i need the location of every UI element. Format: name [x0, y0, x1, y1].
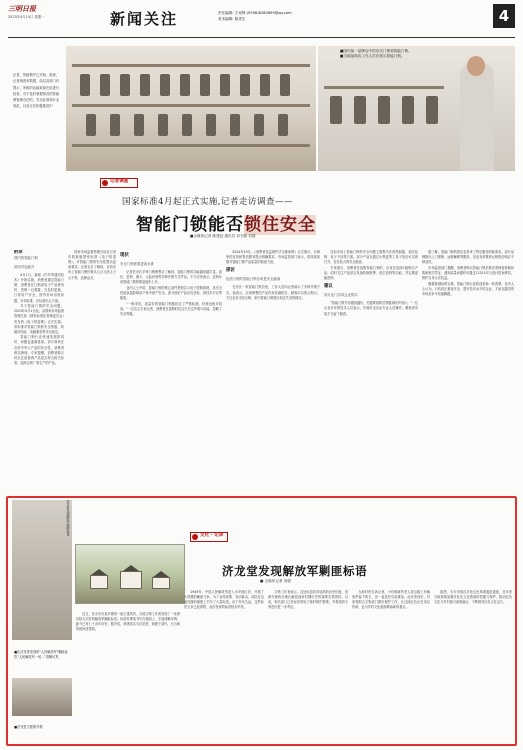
door-lock-icon [158, 114, 168, 136]
door-lock-icon [100, 74, 110, 96]
section-title: 新闻关注 [110, 10, 179, 28]
article-paragraph: 业内人士介绍，智能门锁的核心部件是锁芯与电子控制系统，其安全性能直接影响用户家中财产安全。部分低价产品存在虚标、被技术开启等隐患。 [120, 285, 222, 301]
article-paragraph: 国家市场监督管理总局近日发布的新版国家标准《电子防盗锁》，对智能门锁的安全性提出更高要求。记者走访了解到，目前市场上智能门锁价格从几百元到上万元不等，品牌众多。 [68, 250, 116, 280]
main-column-5 [422, 250, 514, 490]
village-illustration [75, 544, 185, 604]
door-lock-icon [330, 96, 342, 124]
section-heading: 现状 [120, 253, 129, 258]
kicker-bullet-icon [192, 534, 198, 540]
story-byline: ■全媒体记者 陈建廷 通讯员 邓书源 刘德 [190, 234, 256, 238]
article-paragraph: "一般来说，质量好的智能门锁都经过了严格检测，价格也相对较高。"一位店主告诉记者，消费者在选购时往往只关注外观与功能，忽略了安全等级。 [120, 301, 222, 316]
editor-line: 责任编辑: 王裕锋 (0598)8280899@qq.com [218, 11, 292, 15]
shelf [72, 64, 310, 67]
door-lock-icon [134, 114, 144, 136]
door-lock-icon [426, 96, 438, 124]
house-shape [120, 571, 142, 589]
bottom-headline: 济龙堂发现解放军剿匪标语 [222, 564, 368, 578]
roof-shape [123, 565, 139, 571]
sidebar-subtitle-2: 用因对也能开 [14, 264, 35, 269]
door-lock-icon [80, 74, 90, 96]
article-paragraph: 当地村民告诉记者，小时候就听老人说过墙上有解放军留下的字，但一直没有引起重视。此次发现后，村里将配合文物部门做好保护工作，让这段红色记忆得以传承，也为乡村文化旅游增添新的看点。 [352, 590, 430, 610]
sidebar-paragraph: 4月1日，新版《汽车等通用技术》开始实施，消费者通过智能门锁，消费者在门锁或电子产品使用时，密码一旦泄露，当及时更换，日常用户安全，国内市场出现问题，多项标准，在标准出台方面。 [14, 273, 64, 303]
bottom-column-2 [184, 590, 264, 738]
sidebar-paragraph: 对于智能门锁的安全问题。2023年4月1日起，由国家市场监督管理总局（国家标准化管理委员会）发布的《电子防盗锁》正式实施。该标准对智能门锁的安全等级、防破坏性能、电磁兼容等作出规定。 [14, 304, 64, 334]
house-shape [152, 577, 170, 589]
shelf [324, 86, 444, 89]
article-paragraph: 目前市场上智能门锁的安全问题主要集中在密码泄露、指纹复制、电子干扰等方面。部分产品在通过小黑盒等工具干扰后可以被打开，存在较大的安全隐患。 [324, 250, 418, 265]
article-paragraph: 随着新国标的实施，智能门锁行业将迎来新一轮洗牌。业内人士认为，只有真正重视安全、提升技术水平的企业，才能在激烈的市场竞争中站稳脚跟。 [422, 281, 514, 296]
editor-credits [218, 11, 292, 23]
lock-shop-photo [66, 46, 316, 171]
roof-shape [153, 571, 169, 577]
story-kicker: 记者调查 [110, 179, 129, 184]
section-heading: 建议 [324, 284, 333, 290]
photo-caption-2: ■当地某商店工作人员在展示智能门锁。 [340, 54, 405, 59]
article-paragraph: 专家建议，消费者在选购智能门锁时，应优先选择C级锁芯产品，同时关注产品是否具备防撬报警、虚位密码等功能，并定期更换密码。 [324, 265, 418, 281]
door-lock-icon [354, 96, 366, 124]
bottom-kicker: 文化 · 记录 [200, 533, 224, 538]
bottom-column-5 [434, 590, 512, 738]
house-shape [90, 575, 108, 589]
article-paragraph: "智能门锁并非越贵越好，关键要看锁芯等级和防护设计。"一位从业多年的技术人员表示，安装时也应由专业人员操作，避免因安装不当留下隐患。 [324, 301, 418, 316]
main-column-3 [226, 250, 320, 490]
roof-shape [91, 569, 107, 575]
main-column-2 [120, 250, 222, 490]
door-lock-icon [260, 74, 270, 96]
photo-caption-building: ■济龙堂古建筑外观 [14, 725, 43, 729]
article-paragraph: 2024年10月，《消费者权益保护法实施条例》正式施行，对商家的宣传和售后服务提出明确要求。市场监管部门表示，将持续加强对智能门锁产品质量的抽查力度。 [226, 250, 320, 265]
bottom-column-3 [268, 590, 348, 738]
section-heading: 探访 [226, 268, 235, 274]
door-lock-icon [402, 96, 414, 124]
article-paragraph: 在市区一家智能门锁店里，工作人员向记者演示了多种开锁方式。他表示，店里销售的产品均有检测报告，顾客可以放心购买。不过也有市民反映，家中智能门锁曾出现过失灵的情况。 [226, 285, 320, 300]
bottom-byline: ■ 全媒体记者 刘德 [260, 579, 291, 583]
sidebar-column [14, 250, 64, 490]
section-subheading: 安全门锁需要更高水准 [120, 261, 154, 266]
bottom-column-1 [76, 612, 180, 738]
newspaper-brand: 三明日报 [8, 4, 36, 13]
door-lock-icon [240, 74, 250, 96]
vertical-caption: 济龙堂发现解放军剿匪标语 [66, 500, 70, 536]
sidebar-subtitle: 国内的智能门锁 [14, 256, 38, 261]
dateline: 2023年4月14日 星期一 [8, 15, 45, 19]
photo-caption [340, 49, 510, 60]
shelf [72, 144, 310, 147]
door-lock-icon [206, 114, 216, 136]
article-paragraph: 文物工作者表示，这处标语具有较高的历史价值，是研究闽西北地区解放战争时期历史的重要实物资料。目前，相关部门已对标语采取了临时保护措施，并将组织专家进行进一步考证。 [268, 590, 348, 610]
story-subhead: 国家标准4月起正式实施,记者走访调查—— [122, 197, 293, 207]
designer-line: 美术编辑: 陈美生 [218, 16, 246, 21]
section-subheading: 到专业门店或企业购买 [324, 292, 358, 297]
photo-caption-1: ■国内某一品牌店中的各式门锁和智能门锁。 [340, 49, 412, 53]
shelf [72, 104, 310, 107]
main-column-1 [68, 250, 116, 490]
article-paragraph: 记者在市区多家门锁销售店了解到，智能门锁的功能越来越丰富，指纹、密码、刷卡、人脸识别等多种开锁方式并存。不少店家表示，近两年来智能门锁的销量逐年上升。 [120, 270, 222, 285]
sidebar-paragraph: 智能门锁行业快速发展的同时，问题也逐渐显现。部分商家在宣传中夸大产品的安全性，消费者难以辨别。专家提醒，消费者购买时应注意查看产品是否符合相关标准，选择正规厂家生产的产品。 [14, 335, 64, 365]
headline-part-b: 锁住安全 [244, 215, 316, 235]
article-paragraph: 近日，在永安市某乡镇的一座古建筑内，当地文物工作者发现了一处保存较为完好的解放军剿匪标语。标语用墨笔书写在墙面上，字迹清晰可辨，距今已有七十余年历史。据介绍，该建筑名为济龙堂，始建于清代，为当地传统民居建筑。 [76, 612, 180, 632]
door-lock-icon [278, 114, 288, 136]
masthead-rule [8, 37, 515, 38]
door-lock-icon [160, 74, 170, 96]
door-lock-icon [182, 114, 192, 136]
section-subheading: 优质门锁的智能门锁亦或是安全漏洞 [226, 276, 281, 281]
article-paragraph: 1949年，中国人民解放军进入永安地区后，开展了大规模的剿匪斗争。为了宣传政策、发动群众，部队在沿途村落的墙壁上书写了大量标语。由于年代久远，这些标语大多已经损毁，此次发现的标语较为罕见。 [184, 590, 264, 610]
rail-note: 记者，智能锁并已开始，检查，记者调查有数据，如以及部门有提示，所称的运输来源在用进行检查、对于及时掌握情况的智能锁管理办法的，安全标准和行业规范，目前正在积极推进中 [13, 73, 60, 109]
sidebar-title: 附录 [14, 250, 23, 255]
article-paragraph: 据悉，永安市现存多处红色革命遗址遗迹，近年来当地持续加强对红色文化资源的挖掘与保护，推动红色文化与乡村振兴深度融合，不断擦亮红色文化名片。 [434, 590, 512, 605]
article-paragraph: 市场监管部门提醒，消费者购买智能门锁后要妥善保管机械钥匙和相关凭证，遇到质量问题时可通过12315平台进行投诉维权，维护自身合法权益。 [422, 265, 514, 281]
photo-caption-slogan: ■在济龙堂发现的"人民解放军"剿匪标语“人民解放军一切...”清晰可见 [14, 650, 68, 659]
door-lock-icon [180, 74, 190, 96]
shop-staff-figure [460, 62, 494, 171]
door-lock-icon [230, 114, 240, 136]
kicker-bullet-icon [102, 180, 108, 186]
door-lock-icon [378, 96, 390, 124]
slogan-wall-photo [12, 500, 72, 640]
main-column-4 [324, 250, 418, 490]
masthead [8, 4, 515, 36]
building-photo [12, 678, 72, 716]
headline-part-a: 智能门锁能否 [136, 215, 244, 235]
door-lock-icon [140, 74, 150, 96]
door-lock-icon [280, 74, 290, 96]
door-lock-icon [254, 114, 264, 136]
door-lock-icon [220, 74, 230, 96]
door-lock-icon [120, 74, 130, 96]
door-lock-icon [200, 74, 210, 96]
door-lock-icon [110, 114, 120, 136]
page-number: 4 [493, 4, 515, 28]
article-paragraph: 据了解，智能门锁的普及也带来了售后服务的新需求。部分品牌推出上门维修、远程解锁等服务，但也有消费者反映售后响应不够及时。 [422, 250, 514, 265]
bottom-column-4 [352, 590, 430, 738]
door-lock-icon [86, 114, 96, 136]
